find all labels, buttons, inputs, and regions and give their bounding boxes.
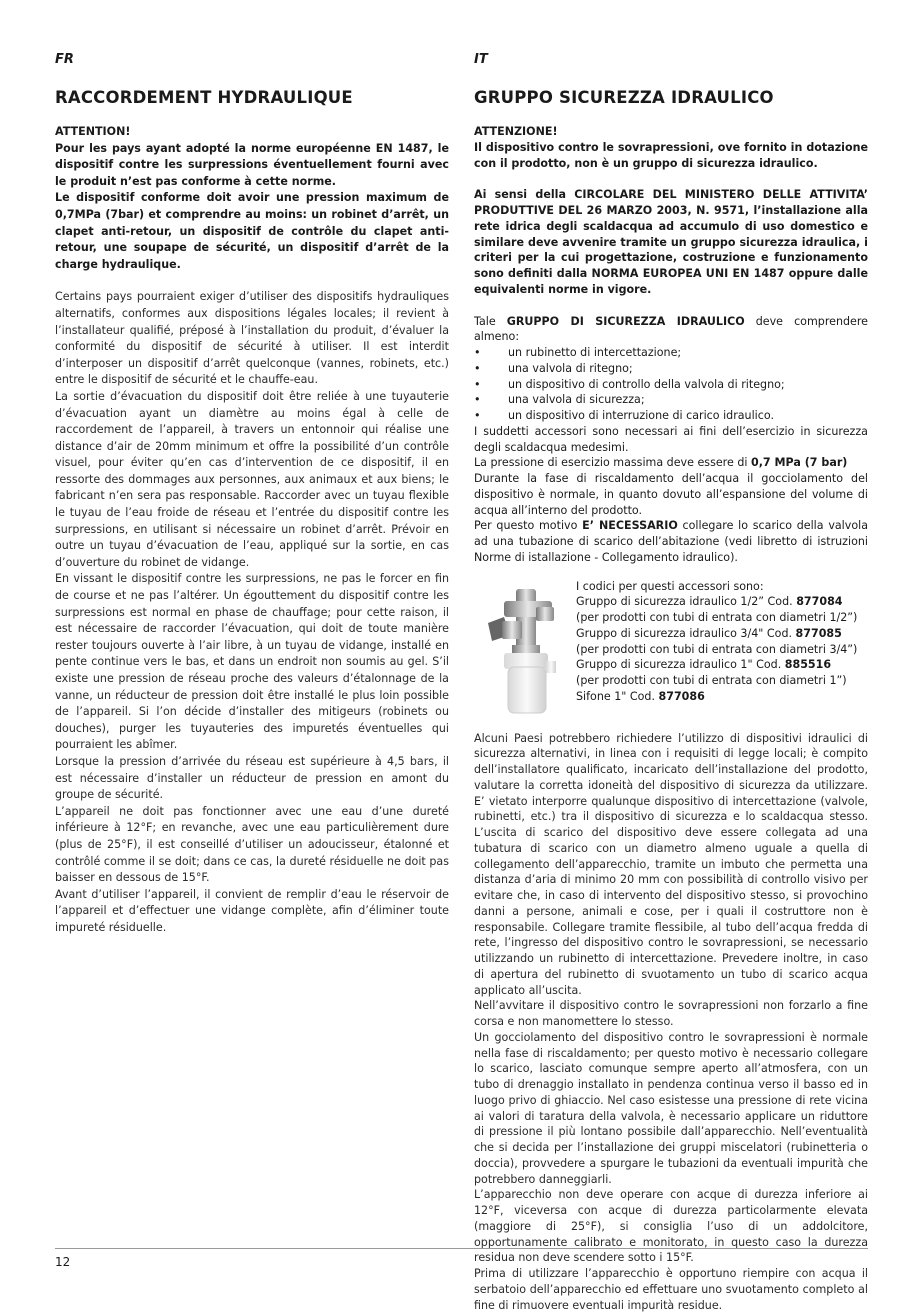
bold-text: 885516 [785, 658, 831, 671]
text-run: Il dispositivo contro le sovrapressioni, ove fornito in dotazione con il prodotto, non è un gruppo di sicurezza idraulico. [474, 141, 868, 170]
bold-text: 877085 [796, 627, 842, 640]
text-run: Prima di utilizzare l’apparecchio è opportuno riempire con acqua il serbatoio dell’apparecchio ed effettuare uno svuotamento completo al fine di rimuovere eventuali impurità residue. [474, 1267, 868, 1312]
warning-block [55, 124, 449, 273]
text-run: (per prodotti con tubi di entrata con diametri 3/4”) [576, 643, 857, 656]
bold-text: CIRCOLARE DEL MINISTERO DELLE ATTIVITA’ PRODUTTIVE DEL 26 MARZO 2003, N. 9571 [474, 188, 868, 217]
paragraph [576, 579, 857, 595]
paragraph [474, 187, 868, 297]
paragraph [474, 424, 868, 456]
list-item: • un rubinetto di intercettazione; [474, 345, 868, 361]
text-run: I codici per questi accessori sono: [576, 580, 764, 593]
paragraph [474, 518, 868, 565]
paragraph [474, 471, 868, 518]
language-label: IT [474, 52, 868, 68]
paragraph [55, 124, 449, 141]
text-run: Le dispositif conforme doit avoir une pression maximum de 0,7MPa (7bar) et comprendre au moins: un robinet d’arrêt, un clapet anti-retour, un dispositif de contrôle du clapet anti-retour, une soupape de sécurité, un dispositif d’arrêt de la charge hydraulique. [55, 191, 449, 270]
paragraph [576, 689, 857, 705]
list-item: • un dispositivo di interruzione di carico idraulico. [474, 408, 868, 424]
list-item: • una valvola di ritegno; [474, 361, 868, 377]
text-run: Gruppo di sicurezza idraulico 3/4" Cod. [576, 627, 796, 640]
accessory-codes [474, 579, 868, 719]
paragraph [55, 754, 449, 804]
text-run: Nell’avvitare il dispositivo contro le sovrapressioni non forzarlo a fine corsa e non manomettere lo stesso. [474, 999, 868, 1028]
paragraph [474, 1266, 868, 1313]
text-run: La sortie d’évacuation du dispositif doit être reliée à une tuyauterie d’évacuation ayant un diamètre au moins égal à celle de raccordement de l’appareil, à travers un entonnoir qui réalise une distance d’air de 20mm minimum et offre la possibilité d’un contrôle visuel, pour éviter qu’en cas d’intervention de ce dispositif, il en ressorte des dommages aux personnes, aux animaux et aux biens; le fabricant n’en sera pas responsable. Raccorder avec un tuyau flexible le tuyau de l’eau froide de réseau et l’entrée du dispositif contre les surpressions, en utilisant si nécessaire un robinet d’arrêt. Prévoir en outre un tuyau d’évacuation de l’eau, appliqué sur la sortie, en cas d’ouverture du robinet de vidange. [55, 390, 449, 569]
bold-text: NORMA EUROPEA UNI EN 1487 [592, 267, 785, 280]
bold-text: 877086 [659, 690, 705, 703]
bold-text: E’ NECESSARIO [582, 519, 678, 532]
paragraph [55, 190, 449, 273]
text-run: ATTENZIONE! [474, 125, 558, 138]
bold-text: 877084 [796, 595, 842, 608]
paragraph [55, 289, 449, 389]
paragraph [576, 657, 857, 673]
bold-text: 0,7 MPa (7 bar) [751, 456, 847, 469]
italian-column [474, 52, 868, 1313]
text-run: Lorsque la pression d’arrivée du réseau est supérieure à 4,5 bars, il est nécessaire d’installer un réducteur de pression en amont du groupe de sécurité. [55, 755, 449, 801]
warning-block [474, 124, 868, 171]
text-run: Per questo motivo [474, 519, 582, 532]
text-run: La pressione di esercizio massima deve essere di [474, 456, 751, 469]
paragraph [55, 887, 449, 937]
paragraph [474, 140, 868, 172]
decree-block [474, 187, 868, 297]
footer-divider [55, 1248, 868, 1249]
page-number: 12 [55, 1255, 70, 1269]
text-run: Alcuni Paesi potrebbero richiedere l’utilizzo di dispositivi idraulici di sicurezza alternativi, in linea con i requisiti di legge locali; è compito dell’installatore qualificato, incaricato dell’installazione del prodotto, valutare la corretta idoneità del dispositivo di sicurezza da utilizzare. E’ vietato interporre qualunque dispositivo di intercettazione (valvole, rubinetti, etc.) tra il dispositivo di sicurezza e lo scaldacqua stesso. L’uscita di scarico del dispositivo deve essere collegata ad una tubatura di scarico con un diametro almeno uguale a quella di collegamento dell’apparecchio, tramite un imbuto che permetta una distanza d’aria di minimo 20 mm con possibilità di controllo visivo per evitare che, in caso di intervento del dispositivo stesso, si provochino danni a persone, animali e cose, per i quali il costruttore non è responsabile. Collegare tramite flessibile, al tubo dell’acqua fredda di rete, l’ingresso del dispositivo contro le sovrapressioni, se necessario utilizzando un rubinetto di intercettazione. Prevedere inoltre, in caso di apertura del rubinetto di svuotamento un tubo di scarico acqua applicato all’uscita. [474, 732, 868, 997]
section-title: RACCORDEMENT HYDRAULIQUE [55, 88, 449, 107]
requirements-list [474, 345, 868, 424]
text-run: Avant d’utiliser l’appareil, il convient de remplir d’eau le réservoir de l’appareil et d’effectuer une vidange complète, afin d’éliminer toute impureté résiduelle. [55, 888, 449, 934]
paragraph [474, 455, 868, 471]
text-run: deve comprendere almeno: [474, 315, 868, 344]
paragraph [474, 998, 868, 1030]
paragraph [576, 626, 857, 642]
list-intro [474, 314, 868, 346]
paragraph [474, 1030, 868, 1188]
paragraph [576, 594, 857, 610]
text-run: Un gocciolamento del dispositivo contro le sovrapressioni è normale nella fase di riscaldamento; per questo motivo è necessario collegare lo scarico, lasciato comunque sempre aperto all’atmosfera, con un tubo di drenaggio installato in pendenza continua verso il basso ed in luogo privo di ghiaccio. Nel caso esistesse una pressione di rete vicina ai valori di taratura della valvola, è necessario applicare un riduttore di pressione il più lontano possibile dall’apparecchio. Nell’eventualità che si decida per l’installazione dei gruppi miscelatori (rubinetteria o doccia), provvedere a spurgare le tubazioni da eventuali impurità che potrebbero danneggiarli. [474, 1031, 868, 1186]
text-run: L’apparecchio non deve operare con acque di durezza inferiore ai 12°F, viceversa con acque di durezza particolarmente elevata (maggiore di 25°F), si consiglia l’uso di un addolcitore, opportunamente calibrato e monitorato, in questo caso la durezza residua non deve scendere sotto i 15°F. [474, 1188, 868, 1264]
text-run: Tale [474, 315, 507, 328]
body-text [55, 289, 449, 936]
paragraph [474, 731, 868, 999]
codes-text [576, 579, 857, 719]
text-run: Gruppo di sicurezza idraulico 1/2” Cod. [576, 595, 796, 608]
list-item: • una valvola di sicurezza; [474, 392, 868, 408]
bold-text: GRUPPO DI SICUREZZA IDRAULICO [507, 315, 745, 328]
text-run: Durante la fase di riscaldamento dell’acqua il gocciolamento del dispositivo è normale, in quanto dovuto all’espansione del volume di acqua all’interno del prodotto. [474, 472, 868, 517]
section-title: GRUPPO SICUREZZA IDRAULICO [474, 88, 868, 107]
text-run: Ai sensi della [474, 188, 574, 201]
paragraph [55, 141, 449, 191]
safety-valve-image [474, 579, 576, 719]
text-run: I suddetti accessori sono necessari ai fini dell’esercizio in sicurezza degli scaldacqua medesimi. [474, 425, 868, 454]
list-item: • un dispositivo di controllo della valvola di ritegno; [474, 377, 868, 393]
language-label: FR [55, 52, 449, 68]
text-run: Pour les pays ayant adopté la norme européenne EN 1487, le dispositif contre les surpressions éventuellement fourni avec le produit n’est pas conforme à cette norme. [55, 142, 449, 188]
paragraph [474, 124, 868, 140]
paragraph [55, 804, 449, 887]
body-text [474, 731, 868, 1313]
paragraph [55, 389, 449, 572]
text-run: (per prodotti con tubi di entrata con diametri 1/2”) [576, 611, 857, 624]
text-run: , l’installazione alla rete idrica degli scaldacqua ad accumulo di uso domestico e similare deve avvenire tramite un gruppo sicurezza idraulica, i criteri per la cui progettazione, costruzione e funzionamento sono definiti dalla [474, 204, 868, 280]
paragraph [55, 571, 449, 754]
paragraph [576, 673, 857, 689]
text-run: (per prodotti con tubi di entrata con diametri 1”) [576, 674, 847, 687]
paragraph [474, 1187, 868, 1266]
text-run: Sifone 1" Cod. [576, 690, 659, 703]
text-run: collegare lo scarico della valvola ad una tubazione di scarico dell’abitazione (vedi libretto di istruzioni Norme di istallazione - Collegamento idraulico). [474, 519, 868, 564]
text-run: L’appareil ne doit pas fonctionner avec une eau d’une dureté inférieure à 12°F; en revanche, avec une eau particulièrement dure (plus de 25°F), il est conseillé d’utiliser un adoucisseur, étalonné et contrôlé comme il se doit; dans ce cas, la dureté résiduelle ne doit pas baisser en dessous de 15°F. [55, 805, 449, 884]
text-run: oppure dalle equivalenti norme in vigore. [474, 267, 868, 296]
paragraph [576, 642, 857, 658]
text-run: ATTENTION! [55, 125, 130, 138]
text-run: En vissant le dispositif contre les surpressions, ne pas le forcer en fin de course et ne pas l’altérer. Un égouttement du dispositif contre les surpressions est normal en phase de chauffage; pour cette raison, il est nécessaire de raccorder l’évacuation, qui doit de toute manière rester toujours ouverte à l’air libre, à un tuyau de vidange, installé en pente continue vers le bas, et dans un endroit non soumis au gel. S’il existe une pression de réseau proche des valeurs d’étalonnage de la vanne, un réducteur de pression doit être installé le plus loin possible de l’appareil. Si l’on décide d’installer des mitigeurs (robinets ou douches), purger les tuyauteries des impuretés éventuelles qui pourraient les abîmer. [55, 572, 449, 751]
french-column [55, 52, 449, 937]
requirements-notes [474, 424, 868, 566]
paragraph [576, 610, 857, 626]
text-run: Gruppo di sicurezza idraulico 1" Cod. [576, 658, 785, 671]
text-run: Certains pays pourraient exiger d’utiliser des dispositifs hydrauliques alternatifs, conformes aux dispositions légales locales; il revient à l’installateur qualifié, préposé à l’installation du produit, d’évaluer la conformité du dispositif de sécurité à utiliser. Il est interdit d’interposer un dispositif d’arrêt quelconque (vannes, robinets, etc.) entre le dispositif de sécurité et le chauffe-eau. [55, 290, 449, 386]
